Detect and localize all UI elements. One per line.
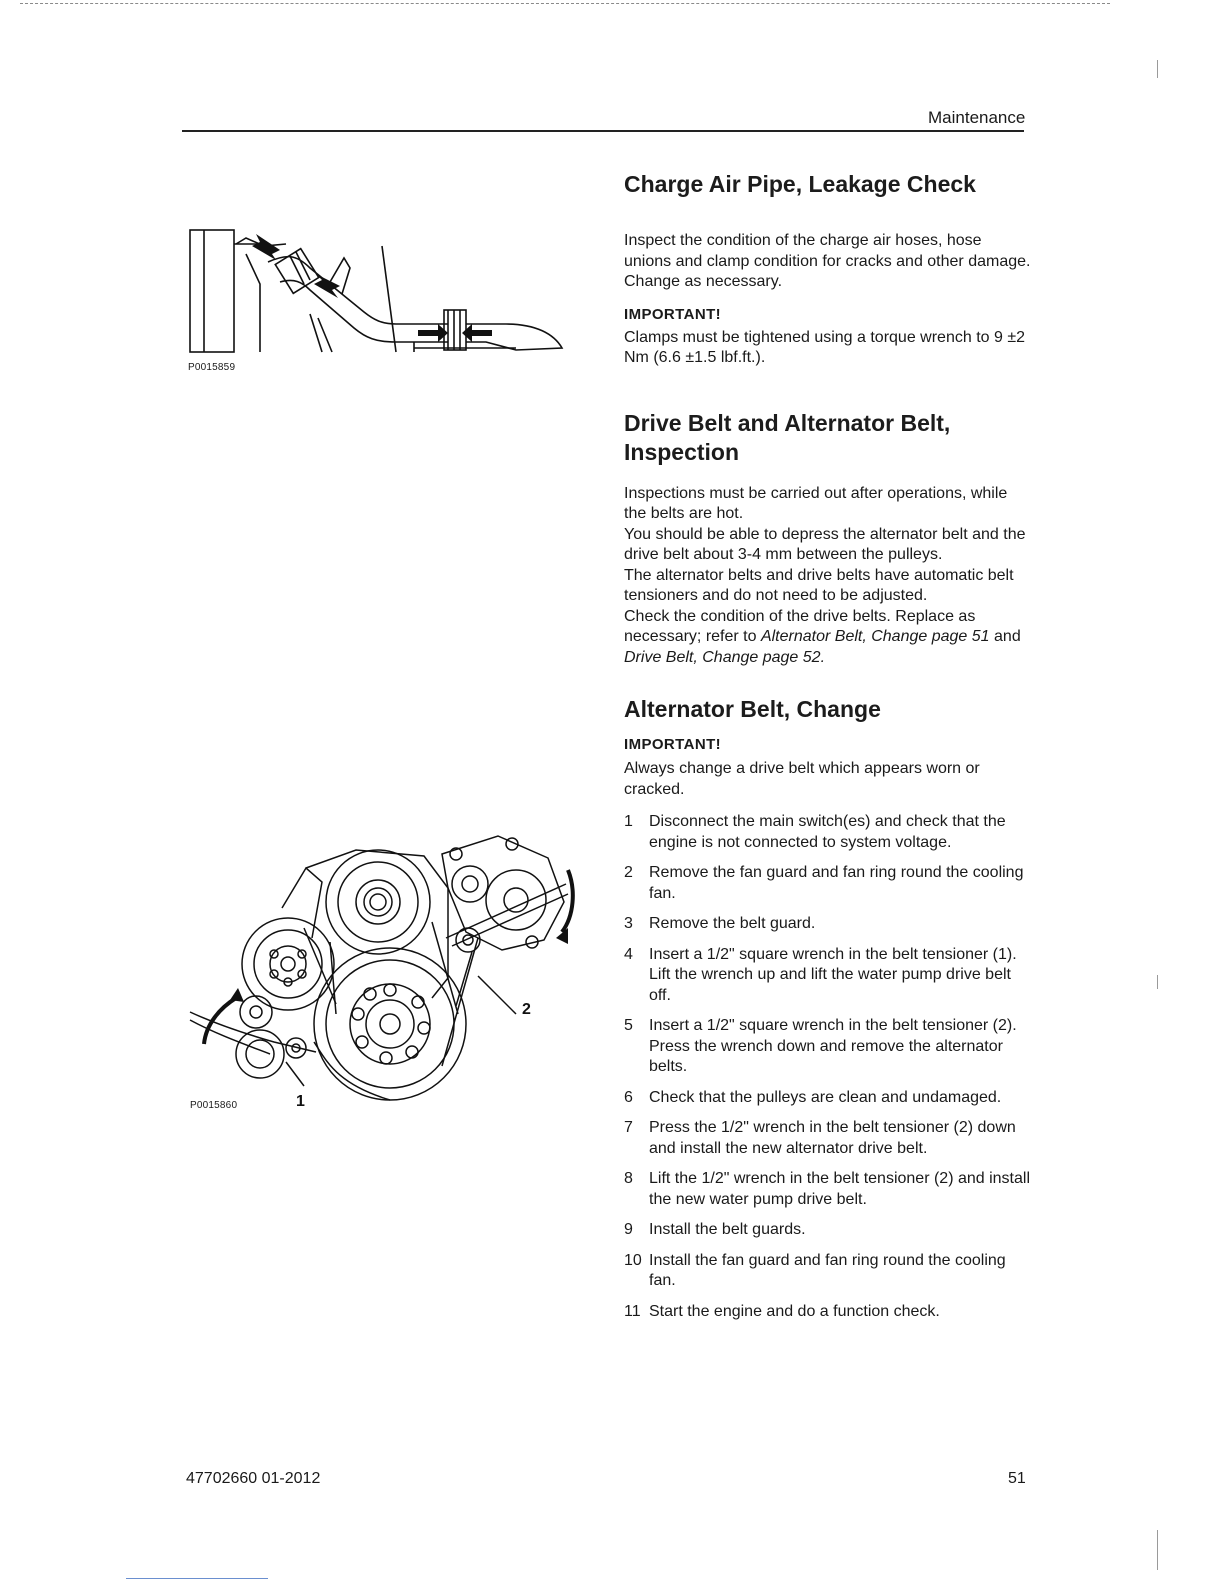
step-number: 7 [624, 1119, 633, 1136]
step-text: Install the belt guards. [649, 1221, 806, 1238]
drive-belt-para-1: Inspections must be carried out after operations, while the belts are hot. [624, 484, 1008, 522]
joiner-text: and [994, 628, 1021, 645]
step-number: 4 [624, 945, 633, 963]
step-item [624, 1251, 1032, 1292]
scan-edge-mark [1157, 975, 1158, 989]
header-rule [182, 130, 1024, 132]
step-text: Insert a 1/2" square wrench in the belt tensioner (2). Press the wrench down and remove the alternator belts. [649, 1017, 1017, 1075]
figure-id-charge-air: P0015859 [188, 362, 236, 373]
scan-border-top [20, 3, 1110, 4]
charge-air-pipe-illustration [186, 224, 566, 356]
important-label: IMPORTANT! [624, 736, 722, 753]
step-item [624, 1118, 1032, 1159]
heading-drive-belt-line1: Drive Belt and Alternator Belt, [624, 409, 951, 436]
cross-reference-alternator: Alternator Belt, Change page 51 [760, 628, 990, 645]
figure-id-belts: P0015860 [190, 1100, 238, 1111]
content-column [624, 170, 1032, 1332]
step-text: Insert a 1/2" square wrench in the belt tensioner (1). Lift the wrench up and lift the water pump drive belt off. [649, 945, 1017, 1004]
running-header: Maintenance [928, 108, 1026, 127]
step-number: 10 [624, 1251, 642, 1269]
step-number: 3 [624, 915, 633, 932]
footer-page-number: 51 [1008, 1470, 1026, 1487]
scan-edge-mark [1157, 60, 1158, 78]
charge-air-important-text: Clamps must be tightened using a torque wrench to 9 ±2 Nm (6.6 ±1.5 lbf.ft.). [624, 328, 1026, 366]
step-item [624, 1169, 1032, 1210]
important-label: IMPORTANT! [624, 305, 722, 323]
step-item [624, 1302, 1032, 1323]
charge-air-body: Inspect the condition of the charge air hoses, hose unions and clamp condition for cracks and other damage. Change as necessary. [624, 232, 1031, 290]
heading-charge-air: Charge Air Pipe, Leakage Check [624, 171, 976, 197]
drive-belt-para-3: The alternator belts and drive belts have automatic belt tensioners and do not need to be adjusted. [624, 566, 1014, 604]
step-number: 5 [624, 1017, 633, 1034]
scan-artifact-line [126, 1578, 268, 1579]
step-item [624, 914, 1032, 935]
drive-belt-para-4-lead: Check the condition of the drive belts. Replace as necessary; refer to [624, 607, 976, 645]
step-text: Start the engine and do a function check. [649, 1302, 940, 1320]
heading-alternator-belt: Alternator Belt, Change [624, 696, 881, 722]
step-number: 1 [624, 813, 633, 830]
step-number: 8 [624, 1170, 633, 1187]
scan-edge-mark [1157, 1530, 1158, 1570]
step-item [624, 1088, 1032, 1109]
step-number: 9 [624, 1221, 633, 1238]
step-text: Remove the fan guard and fan ring round the cooling fan. [649, 864, 1024, 902]
step-item [624, 812, 1032, 853]
step-text: Check that the pulleys are clean and undamaged. [649, 1088, 1002, 1106]
callout-2: 2 [522, 1001, 531, 1018]
step-text: Install the fan guard and fan ring round the cooling fan. [649, 1251, 1006, 1289]
step-number: 11 [624, 1302, 641, 1320]
step-item [624, 945, 1032, 1007]
step-item [624, 1016, 1032, 1078]
step-text: Disconnect the main switch(es) and check that the engine is not connected to system voltage. [649, 813, 1006, 851]
step-number: 6 [624, 1088, 633, 1106]
step-number: 2 [624, 864, 633, 881]
step-text: Lift the 1/2" wrench in the belt tensioner (2) and install the new water pump drive belt. [649, 1170, 1031, 1208]
procedure-steps [624, 812, 1032, 1322]
step-text: Press the 1/2" wrench in the belt tensioner (2) down and install the new alternator drive belt. [649, 1119, 1016, 1157]
callout-1: 1 [296, 1093, 305, 1110]
heading-drive-belt-line2: Inspection [624, 438, 740, 465]
drive-belt-para-2: You should be able to depress the alternator belt and the drive belt about 3-4 mm between the pulleys. [624, 525, 1026, 563]
heading-drive-belt [624, 409, 1032, 467]
belt-drive-illustration [186, 828, 582, 1116]
cross-reference-drive-belt: Drive Belt, Change page 52. [624, 648, 826, 666]
drive-belt-para-4 [624, 607, 1032, 669]
step-item [624, 1220, 1032, 1241]
footer-document-number: 47702660 01-2012 [186, 1470, 321, 1487]
step-text: Remove the belt guard. [649, 915, 816, 932]
step-item [624, 863, 1032, 904]
alternator-important-text: Always change a drive belt which appears worn or cracked. [624, 760, 980, 798]
